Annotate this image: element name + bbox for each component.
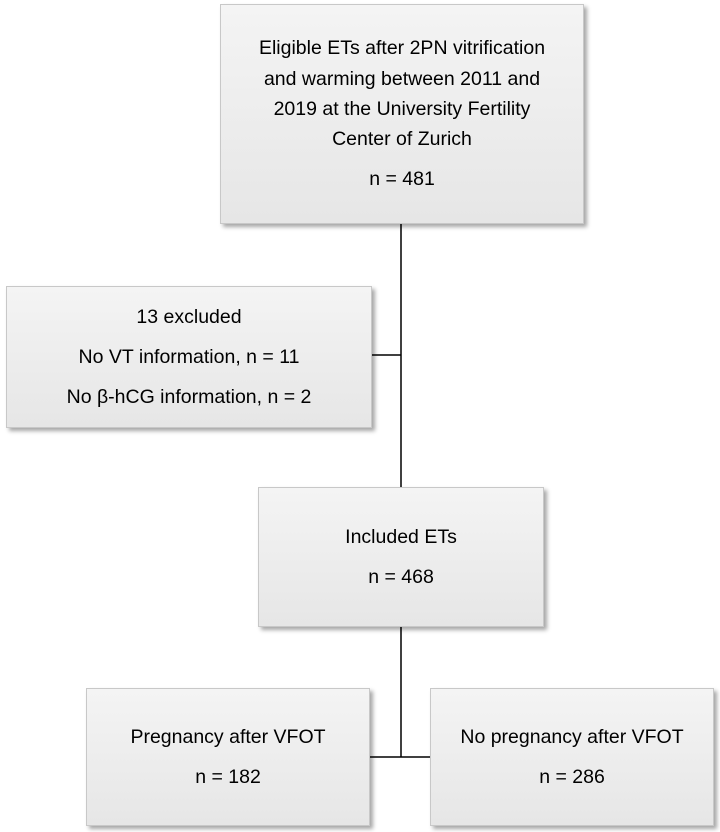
no-pregnancy-title: No pregnancy after VFOT — [460, 725, 684, 748]
pregnancy-count: n = 182 — [195, 766, 261, 788]
included-ets-box — [258, 487, 544, 627]
eligible-line-4: Center of Zurich — [332, 128, 472, 151]
eligible-line-1: Eligible ETs after 2PN vitrification — [258, 37, 546, 60]
excluded-reason-vt: No VT information, n = 11 — [78, 345, 300, 368]
pregnancy-title: Pregnancy after VFOT — [130, 725, 326, 748]
no-pregnancy-box — [430, 688, 714, 826]
excluded-reason-hcg: No β-hCG information, n = 2 — [66, 386, 312, 409]
no-pregnancy-count: n = 286 — [539, 766, 605, 788]
eligible-count: n = 481 — [369, 168, 435, 191]
pregnancy-box — [86, 688, 370, 826]
eligible-line-2: and warming between 2011 and — [263, 67, 541, 90]
eligible-ets-box — [220, 4, 584, 224]
included-title: Included ETs — [345, 525, 457, 548]
excluded-box — [6, 286, 372, 428]
eligible-line-3: 2019 at the University Fertility — [273, 97, 531, 120]
excluded-title: 13 excluded — [136, 305, 242, 328]
included-count: n = 468 — [368, 566, 434, 588]
